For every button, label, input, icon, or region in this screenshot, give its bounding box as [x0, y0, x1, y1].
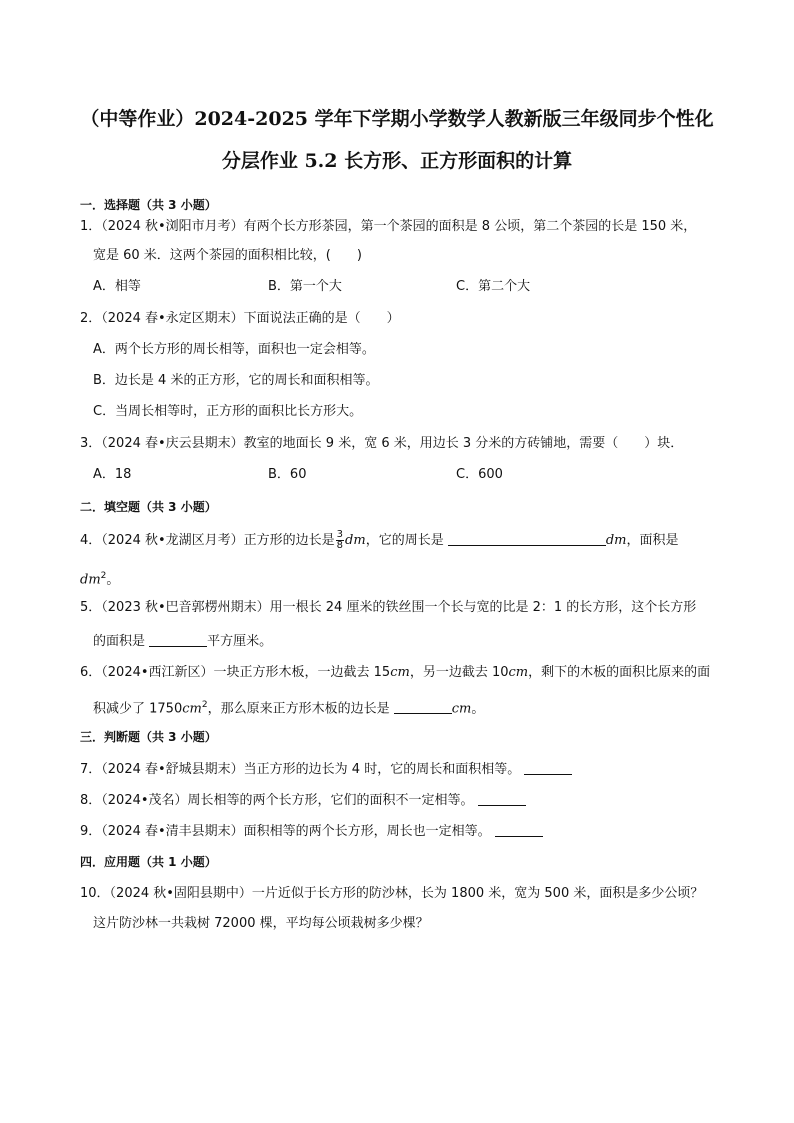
question-6-text-d: 积减少了 1750	[93, 701, 183, 717]
question-4-mid: ，它的周长是	[365, 533, 448, 548]
question-8-text: 8．（2024•茂名）周长相等的两个长方形，它们的面积不一定相等。	[80, 793, 478, 808]
section-heading-choice: 一．选择题（共 3 小题）	[80, 198, 217, 212]
question-10-line1: 10．（2024 秋•固阳县期中）一片近似于长方形的防沙林，长为 1800 米，宽为 500 米，面积是多少公顷？	[80, 886, 704, 901]
question-6-line2	[93, 696, 484, 718]
question-2-option-c: C．当周长相等时，正方形的面积比长方形大。	[93, 404, 363, 419]
question-1-option-a: A．相等	[93, 279, 141, 294]
question-3-option-b: B．60	[268, 467, 307, 482]
question-5-line2	[93, 632, 272, 651]
section-heading-application: 四．应用题（共 1 小题）	[80, 855, 217, 869]
question-6-text-b: ，另一边截去 10	[409, 665, 509, 680]
question-6-text-e: ，那么原来正方形木板的边长是	[207, 701, 394, 717]
question-4-unit-dm: dm	[345, 533, 366, 548]
question-1-line1: 1．（2024 秋•浏阳市月考）有两个长方形茶园，第一个茶园的面积是 8 公顷，第二个茶园的长是 150 米，	[80, 219, 697, 234]
question-2-line1: 2．（2024 春•永定区期末）下面说法正确的是（ ）	[80, 311, 400, 326]
question-2-option-b: B．边长是 4 米的正方形，它的周长和面积相等。	[93, 373, 379, 388]
fraction-numerator: 3	[336, 529, 344, 540]
question-10-line2: 这片防沙林一共栽树 72000 棵，平均每公顷栽树多少棵？	[93, 916, 429, 931]
question-3-option-a: A．18	[93, 467, 132, 482]
question-9-blank[interactable]	[495, 822, 543, 837]
question-4-area-sup: 2	[100, 571, 107, 581]
question-4-suffix: ，面积是	[626, 533, 679, 548]
question-6-line1	[80, 664, 710, 682]
question-5-blank[interactable]	[149, 632, 207, 647]
question-8	[80, 791, 526, 810]
question-4-line2	[80, 567, 119, 589]
fraction-denominator: 8	[336, 540, 344, 551]
question-4-fraction	[336, 530, 344, 551]
question-9-text: 9．（2024 春•清丰县期末）面积相等的两个长方形，周长也一定相等。	[80, 824, 495, 839]
question-4-area-unit: dm	[80, 572, 101, 588]
section-heading-judgment: 三．判断题（共 3 小题）	[80, 730, 217, 744]
question-6-unit-cm-3: cm	[182, 701, 202, 717]
question-3-line1: 3．（2024 春•庆云县期末）教室的地面长 9 米，宽 6 米，用边长 3 分米的方砖铺地，需要（ ）块．	[80, 436, 684, 451]
section-heading-fill-blank: 二．填空题（共 3 小题）	[80, 500, 217, 514]
question-6-text-c: ，剩下的木板的面积比原来的面	[528, 665, 711, 680]
question-6-unit-cm-2: cm	[508, 665, 529, 680]
question-2-option-a: A．两个长方形的周长相等，面积也一定会相等。	[93, 342, 375, 357]
question-4-end: 。	[106, 572, 120, 588]
question-6-end: 。	[471, 701, 485, 717]
question-4-blank-perimeter[interactable]	[448, 531, 606, 546]
question-7-text: 7．（2024 春•舒城县期末）当正方形的边长为 4 时，它的周长和面积相等。	[80, 762, 525, 777]
question-1-option-b: B．第一个大	[268, 279, 342, 294]
question-1-option-c: C．第二个大	[456, 279, 531, 294]
question-5-line1: 5．（2023 秋•巴音郭楞州期末）用一根长 24 厘米的铁丝围一个长与宽的比是 2：1 的长方形，这个长方形	[80, 600, 697, 615]
question-7-blank[interactable]	[524, 760, 572, 775]
question-3-option-c: C．600	[456, 467, 503, 482]
question-6-text-a: 6．（2024•西江新区）一块正方形木板，一边截去 15	[80, 665, 391, 680]
question-5-prefix: 的面积是	[93, 634, 150, 649]
question-8-blank[interactable]	[478, 791, 526, 806]
question-6-sup: 2	[201, 700, 208, 710]
question-1-line2: 宽是 60 米．这两个茶园的面积相比较，( )	[93, 248, 362, 263]
question-5-suffix: 平方厘米。	[207, 634, 273, 649]
question-9	[80, 822, 543, 841]
document-title-line2: 分层作业 5.2 长方形、正方形面积的计算	[221, 150, 573, 172]
question-6-unit-cm: cm	[390, 665, 410, 680]
question-7	[80, 760, 572, 779]
question-4-unit-dm-2: dm	[605, 533, 627, 548]
question-6-unit-cm-4: cm	[451, 701, 472, 717]
question-6-blank[interactable]	[394, 699, 452, 714]
question-4-line1	[80, 530, 679, 551]
document-title-line1: （中等作业）2024-2025 学年下学期小学数学人教新版三年级同步个性化	[80, 108, 714, 130]
question-4-prefix: 4．（2024 秋•龙湖区月考）正方形的边长是	[80, 533, 335, 548]
